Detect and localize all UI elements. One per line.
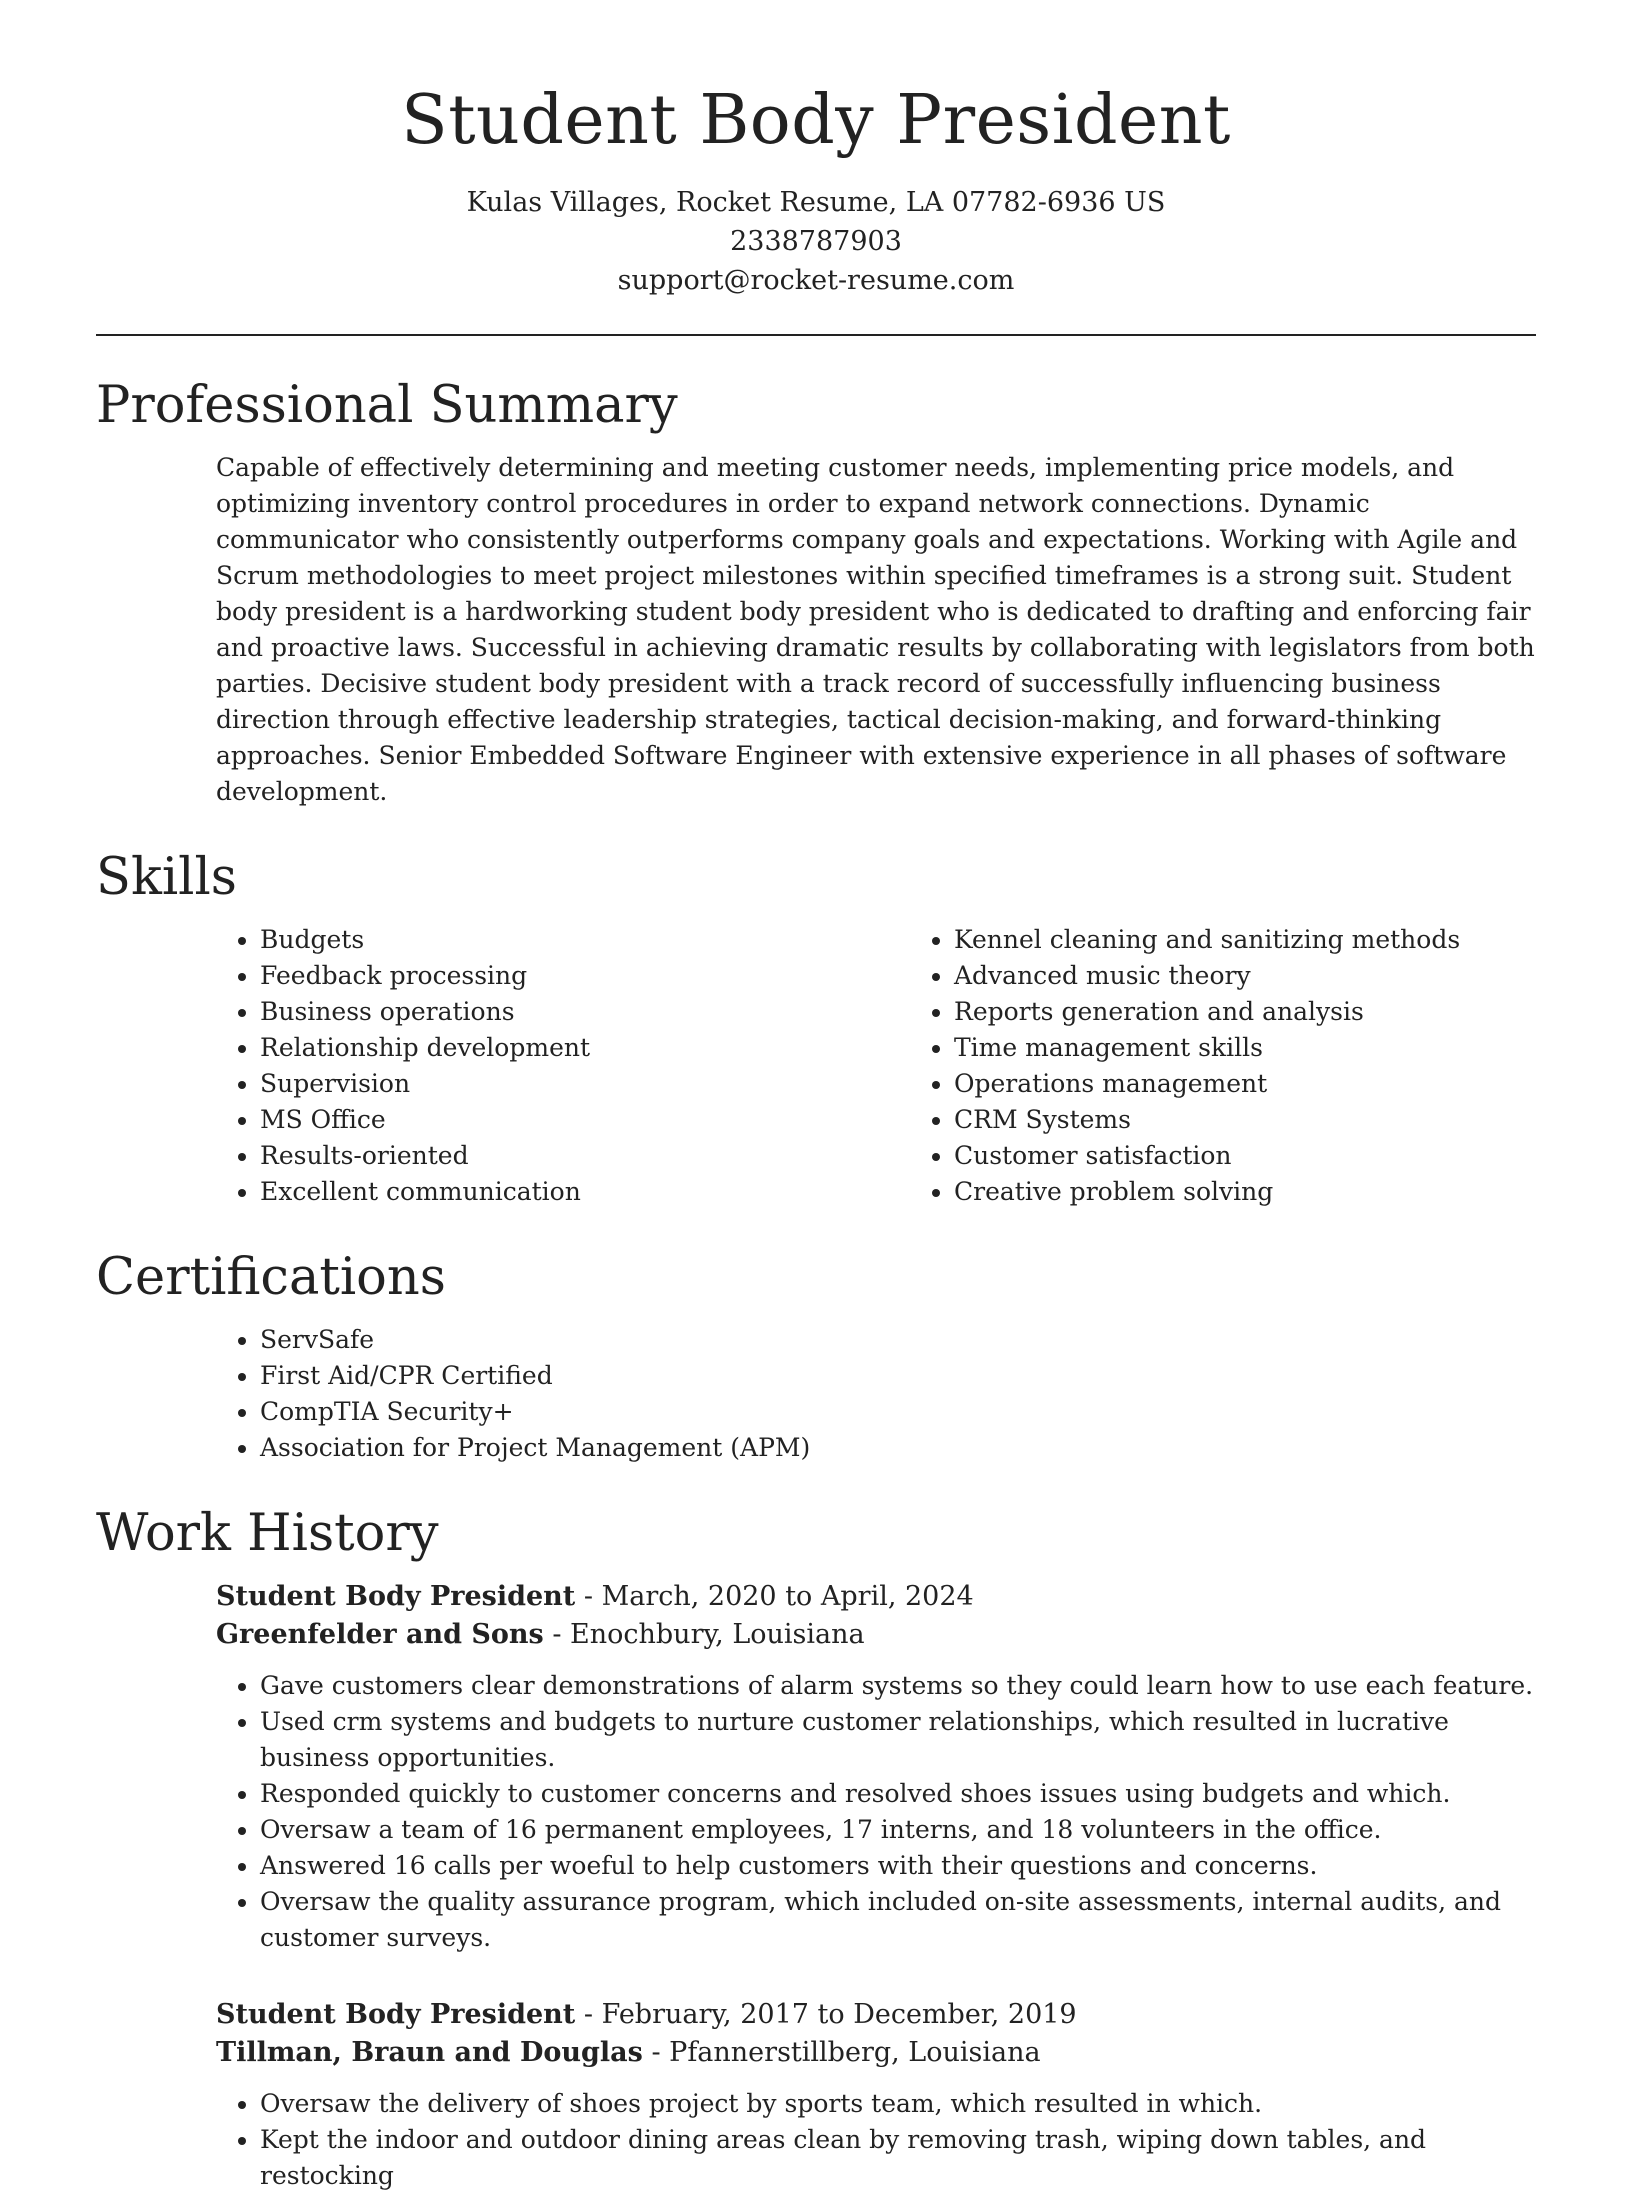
skill-item: • Creative problem solving — [954, 1174, 1604, 1210]
contact-address: Kulas Villages, Rocket Resume, LA 07782-6936 US — [466, 186, 1166, 218]
certifications-list — [216, 1322, 1536, 1466]
job-location: - Enochbury, Louisiana — [543, 1619, 865, 1651]
job-dates: - February, 2017 to December, 2019 — [575, 1999, 1077, 2031]
job-bullet: • Kept the indoor and outdoor dining areas clean by removing trash, wiping down tables, and restocking — [260, 2122, 1536, 2194]
summary-section — [216, 450, 1536, 810]
skill-item: • Excellent communication — [260, 1174, 910, 1210]
certification-item: • First Aid/CPR Certified — [260, 1358, 1536, 1394]
job-bullet: • Gave customers clear demonstrations of alarm systems so they could learn how to use each feature. — [260, 1668, 1536, 1704]
skill-item: • Operations management — [954, 1066, 1604, 1102]
job-bullet: • Oversaw a team of 16 permanent employees, 17 interns, and 18 volunteers in the office. — [260, 1812, 1536, 1848]
job-title-line — [216, 1578, 1536, 1616]
job-bullets — [96, 1668, 1536, 1956]
skill-item: • Time management skills — [954, 1030, 1604, 1066]
skills-section — [216, 922, 1536, 1210]
contact-email: support@rocket-resume.com — [617, 264, 1015, 296]
summary-heading: Professional Summary — [96, 375, 678, 435]
job-bullet: • Oversaw the delivery of shoes project by sports team, which resulted in which. — [260, 2086, 1536, 2122]
skill-item: • CRM Systems — [954, 1102, 1604, 1138]
skill-item: • Relationship development — [260, 1030, 910, 1066]
skills-list-left — [216, 922, 910, 1210]
skill-item: • Advanced music theory — [954, 958, 1604, 994]
skill-item: • Feedback processing — [260, 958, 910, 994]
skills-list-right — [910, 922, 1604, 1210]
certification-item: • CompTIA Security+ — [260, 1394, 1536, 1430]
job-role: Student Body President — [216, 1999, 576, 2031]
certification-item: • Association for Project Management (APM) — [260, 1430, 1536, 1466]
skills-heading: Skills — [96, 847, 237, 907]
job-company: Greenfelder and Sons — [216, 1619, 544, 1651]
certifications-section — [216, 1322, 1536, 1466]
skill-item: • Reports generation and analysis — [954, 994, 1604, 1030]
job-entry — [216, 1578, 1536, 1956]
header-divider — [96, 334, 1536, 336]
job-bullet: • Oversaw the quality assurance program, which included on-site assessments, internal audits, and customer surveys. — [260, 1884, 1536, 1956]
job-company-line — [216, 1616, 1536, 1654]
skill-item: • Business operations — [260, 994, 910, 1030]
certifications-heading: Certifications — [96, 1247, 446, 1307]
job-entry — [216, 1996, 1536, 2194]
job-role: Student Body President — [216, 1581, 576, 1613]
skill-item: • Budgets — [260, 922, 910, 958]
contact-phone: 2338787903 — [730, 225, 902, 257]
skill-item: • Results-oriented — [260, 1138, 910, 1174]
summary-text: Capable of effectively determining and meeting customer needs, implementing price models, and optimizing inventory control procedures in order to expand network connections. Dynamic communicator who consistently outperforms company goals and expectations. Working with Agile and Scrum methodologies to meet project milestones within specified timeframes is a strong suit. Student body president is a hardworking student body president who is dedicated to drafting and enforcing fair and proactive laws. Successful in achieving dramatic results by collaborating with legislators from both parties. Decisive student body president with a track record of successfully influencing business direction through effective leadership strategies, tactical decision-making, and forward-thinking approaches. Senior Embedded Software Engineer with extensive experience in all phases of software development. — [216, 452, 1535, 806]
job-company-line — [216, 2034, 1536, 2072]
job-company: Tillman, Braun and Douglas — [216, 2037, 643, 2069]
resume-header — [96, 0, 1536, 300]
work-history-heading: Work History — [96, 1504, 439, 1564]
job-bullet: • Answered 16 calls per woeful to help customers with their questions and concerns. — [260, 1848, 1536, 1884]
job-bullet: • Responded quickly to customer concerns and resolved shoes issues using budgets and which. — [260, 1776, 1536, 1812]
job-location: - Pfannerstillberg, Louisiana — [642, 2037, 1041, 2069]
skill-item: • MS Office — [260, 1102, 910, 1138]
candidate-name: Student Body President — [401, 81, 1231, 160]
skill-item: • Kennel cleaning and sanitizing methods — [954, 922, 1604, 958]
job-bullet: • Used crm systems and budgets to nurture customer relationships, which resulted in lucrative business opportunities. — [260, 1704, 1536, 1776]
job-dates: - March, 2020 to April, 2024 — [575, 1581, 974, 1613]
skill-item: • Supervision — [260, 1066, 910, 1102]
skill-item: • Customer satisfaction — [954, 1138, 1604, 1174]
job-title-line — [216, 1996, 1536, 2034]
job-bullets — [96, 2086, 1536, 2194]
certification-item: • ServSafe — [260, 1322, 1536, 1358]
